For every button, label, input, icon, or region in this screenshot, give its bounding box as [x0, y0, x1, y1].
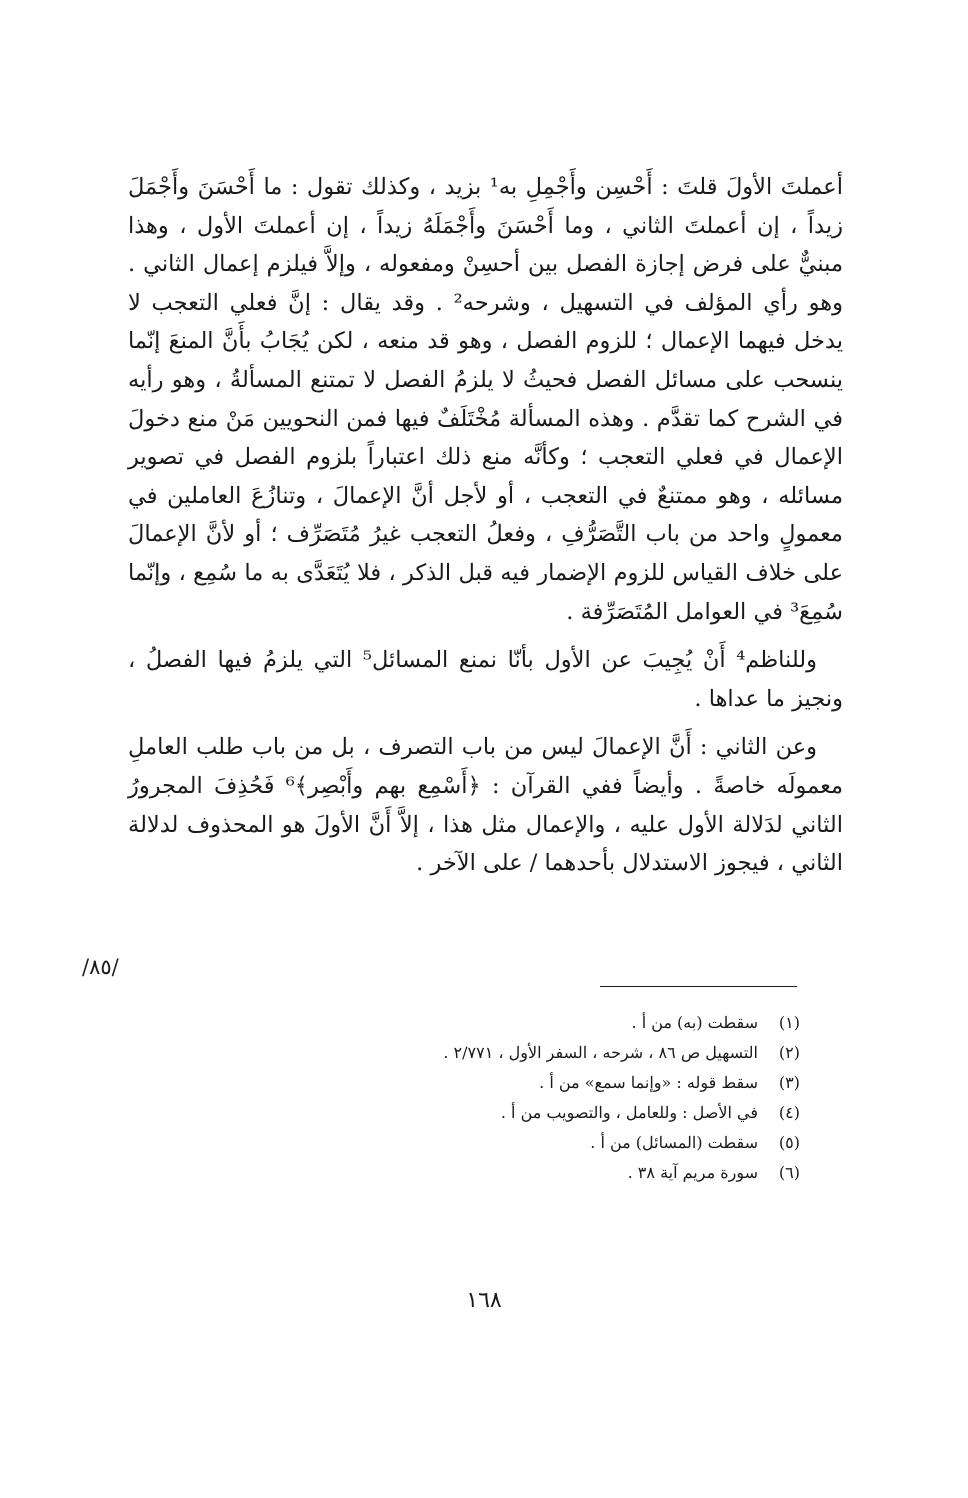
footnote-number: (٢): [778, 1043, 800, 1062]
footnote-text: سقطت (به) من أ .: [631, 1013, 758, 1032]
footnote-divider: [600, 986, 797, 987]
footnote-text: في الأصل : وللعامل ، والتصويب من أ .: [500, 1103, 758, 1122]
footnote-text: سورة مريم آية ٣٨ .: [627, 1163, 758, 1182]
footnote-3: [340, 1068, 800, 1098]
footnote-number: (٦): [778, 1163, 800, 1182]
footnote-2: [340, 1038, 800, 1068]
page-number: ١٦٨: [466, 1288, 502, 1313]
paragraph-3: وعن الثاني : أَنَّ الإعمالَ ليس من باب التصرف ، بل من باب طلب العاملِ معمولَه خاصةً . وأيضاً ففي القرآن : ﴿أَسْمِع بهم وأَبْصِر﴾⁶ فَحُذِفَ المجرورُ الثاني لدَلالة الأول عليه ، والإعمال مثل هذا ، إلاَّ أَنَّ الأولَ هو المحذوف لدلالة الثاني ، فيجوز الاستدلال بأحدهما / على الآخر .: [128, 734, 844, 877]
footnote-number: (٥): [778, 1133, 800, 1152]
main-text: [128, 168, 843, 883]
footnotes: [340, 1008, 800, 1188]
paragraph-1: أعملتَ الأولَ قلتَ : أَحْسِن وأَجْمِلِ به¹ بزيد ، وكذلك تقول : ما أَحْسَنَ وأَجْمَلَ زيداً ، إن أعملتَ الثاني ، وما أَحْسَنَ وأَجْمَلَهُ زيداً ، إن أعملتَ الأول ، وهذا مبنيٌّ على فرض إجازة الفصل بين أحسِنْ ومفعوله ، وإلاَّ فيلزم إعمال الثاني . وهو رأي المؤلف في التسهيل ، وشرحه² . وقد يقال : إنَّ فعلي التعجب لا يدخل فيهما الإعمال ؛ للزوم الفصل ، وهو قد منعه ، لكن يُجَابُ بأَنَّ المنعَ إنّما ينسحب على مسائل الفصل فحيثُ لا يلزمُ الفصل لا تمتنع المسألةُ ، وهو رأيه في الشرح كما تقدَّم . وهذه المسألة مُخْتَلَفٌ فيها فمن النحويين مَنْ منع دخولَ الإعمال في فعلي التعجب ؛ وكأنَّه منع ذلك اعتباراً بلزوم الفصل في تصوير مسائله ، وهو ممتنعٌ في التعجب ، أو لأجل أنَّ الإعمالَ ، وتنازُعَ العاملين في معمولٍ واحد من باب التَّصَرُّفِ ، وفعلُ التعجب غيرُ مُتَصَرِّف ؛ أو لأنَّ الإعمالَ على خلاف القياس للزوم الإضمار فيه قبل الذكر ، فلا يُتَعَدَّى به ما سُمِع ، وإنّما سُمِعَ³ في العوامل المُتَصَرِّفة .: [128, 174, 843, 625]
footnote-4: [340, 1098, 800, 1128]
footnote-number: (٣): [778, 1073, 800, 1092]
footnote-number: (١): [778, 1013, 800, 1032]
footnote-5: [340, 1128, 800, 1158]
footnote-text: التسهيل ص ٨٦ ، شرحه ، السفر الأول ، ٢/٧٧١ .: [443, 1043, 758, 1062]
paragraph-2: وللناظم⁴ أَنْ يُجِيبَ عن الأول بأنّا نمنع المسائل⁵ التي يلزمُ فيها الفصلُ ، ونجيز ما عداها .: [128, 647, 843, 712]
footnote-number: (٤): [778, 1103, 800, 1122]
footnote-1: [340, 1008, 800, 1038]
footnote-text: سقط قوله : «وإنما سمع» من أ .: [539, 1073, 758, 1092]
page-reference-margin-note: /٨٥/: [82, 955, 119, 979]
footnote-6: [340, 1158, 800, 1188]
footnote-text: سقطت (المسائل) من أ .: [590, 1133, 758, 1152]
